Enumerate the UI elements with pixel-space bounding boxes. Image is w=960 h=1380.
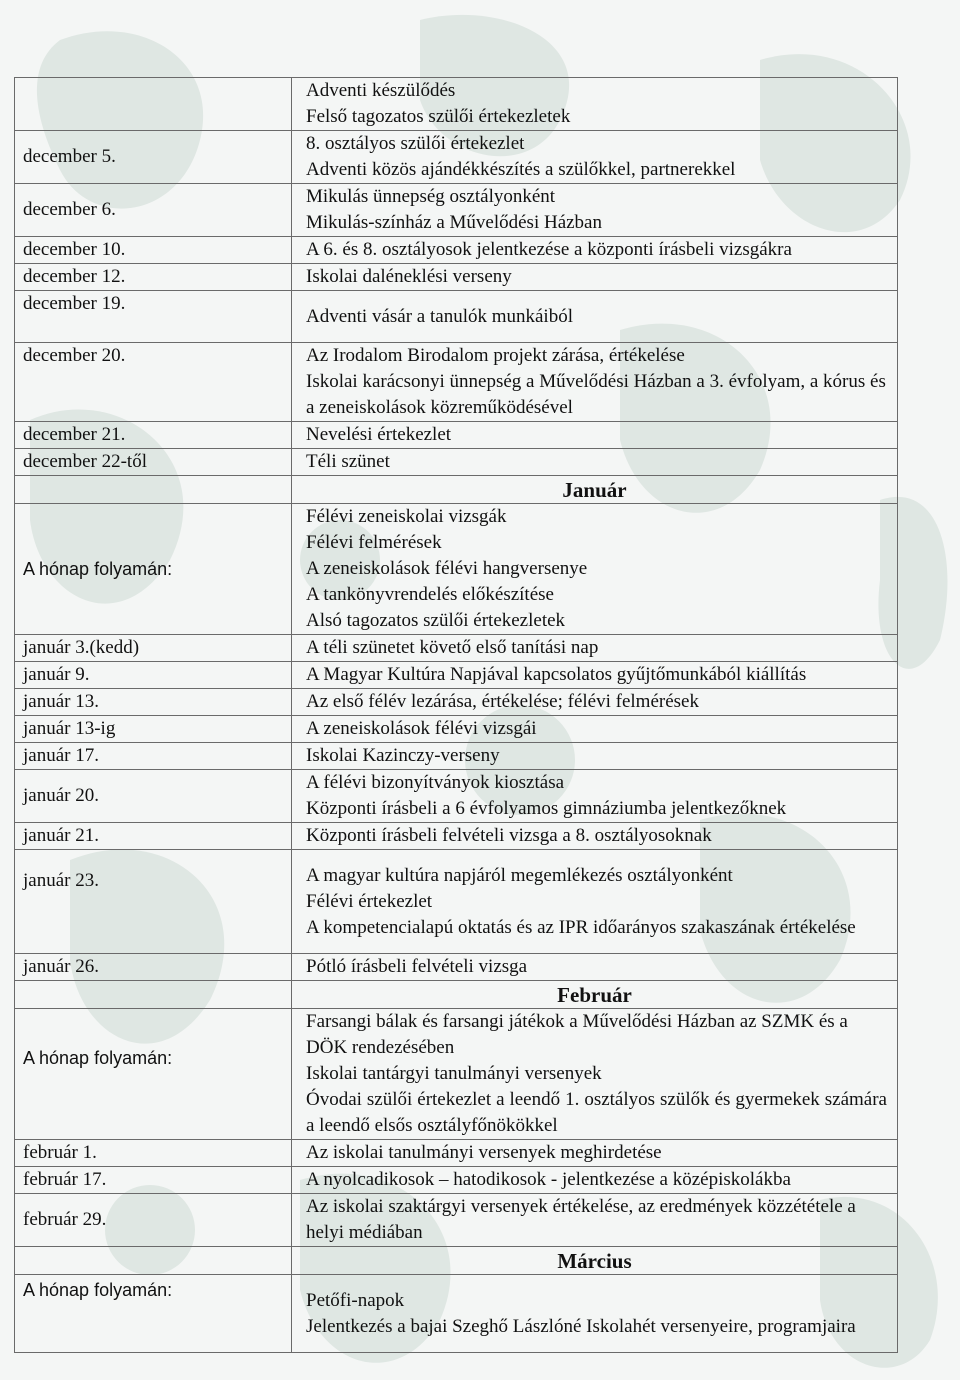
month-heading-row [15, 1247, 898, 1275]
date-cell: január 17. [15, 743, 292, 770]
table-row [15, 264, 898, 291]
event-cell [292, 237, 898, 264]
date-cell: február 1. [15, 1140, 292, 1167]
date-cell: december 20. [15, 343, 292, 422]
event-line: Farsangi bálak és farsangi játékok a Művelődési Házban az SZMK és a DÖK rendezésében [306, 1011, 848, 1058]
month-heading-row [15, 476, 898, 504]
event-cell [292, 504, 898, 635]
event-line: Iskolai Kazinczy-verseny [306, 745, 500, 766]
januar-section [15, 476, 898, 981]
school-calendar-table [14, 77, 898, 1353]
date-cell [15, 78, 292, 131]
date-cell: január 26. [15, 954, 292, 981]
event-line: 8. osztályos szülői értekezlet [306, 133, 525, 154]
table-row [15, 1167, 898, 1194]
table-row [15, 662, 898, 689]
table-row [15, 422, 898, 449]
date-cell: december 12. [15, 264, 292, 291]
event-cell [292, 291, 898, 343]
event-cell [292, 770, 898, 823]
december-section [15, 78, 898, 476]
date-cell: január 13-ig [15, 716, 292, 743]
event-cell [292, 131, 898, 184]
heading-spacer-cell [15, 476, 292, 504]
month-heading-row [15, 981, 898, 1009]
event-cell [292, 78, 898, 131]
event-line: Az iskolai szaktárgyi versenyek értékelése, az eredmények közzététele a helyi médiában [306, 1196, 856, 1243]
month-heading-marcius: Március [292, 1247, 898, 1275]
table-row [15, 850, 898, 954]
table-row [15, 954, 898, 981]
event-line: Félévi felmérések [306, 532, 442, 553]
event-cell [292, 662, 898, 689]
heading-spacer-cell [15, 981, 292, 1009]
event-line: Petőfi-napok [306, 1289, 405, 1311]
event-line: Az Irodalom Birodalom projekt zárása, értékelése [306, 345, 685, 366]
table-row [15, 184, 898, 237]
event-cell [292, 1009, 898, 1140]
event-line: Alsó tagozatos szülői értekezletek [306, 610, 566, 631]
event-line: Nevelési értekezlet [306, 424, 452, 445]
event-cell [292, 743, 898, 770]
event-line: Iskolai karácsonyi ünnepség a Művelődési Házban a 3. évfolyam, a kórus és a zeneiskolások közreműködésével [306, 371, 886, 418]
event-line: Adventi készülődés [306, 80, 456, 101]
table-row [15, 635, 898, 662]
event-cell [292, 343, 898, 422]
event-cell [292, 1167, 898, 1194]
event-line: A Magyar Kultúra Napjával kapcsolatos gyűjtőmunkából kiállítás [306, 664, 807, 685]
event-line: A zeneiskolások félévi vizsgái [306, 718, 537, 739]
date-cell: A hónap folyamán: [15, 504, 292, 635]
table-row [15, 743, 898, 770]
event-cell [292, 449, 898, 476]
event-line: A kompetencialapú oktatás és az IPR időarányos szakaszának értékelése [306, 916, 856, 938]
event-line: Iskolai daléneklési verseny [306, 266, 512, 287]
event-line: Jelentkezés a bajai Szeghő Lászlóné Iskolahét versenyeire, programjaira [306, 1315, 856, 1337]
event-line: Óvodai szülői értekezlet a leendő 1. osztályos szülők és gyermekek számára a leendő elsős osztályfőnökökkel [306, 1089, 887, 1136]
date-cell: december 5. [15, 131, 292, 184]
table-row [15, 689, 898, 716]
event-cell [292, 850, 898, 954]
date-cell: december 19. [15, 291, 292, 343]
heading-spacer-cell [15, 1247, 292, 1275]
table-row [15, 716, 898, 743]
event-line: Az iskolai tanulmányi versenyek meghirdetése [306, 1142, 662, 1163]
event-cell [292, 1140, 898, 1167]
event-line: A zeneiskolások félévi hangversenye [306, 558, 588, 579]
event-line: Felső tagozatos szülői értekezletek [306, 106, 571, 127]
event-line: Az első félév lezárása, értékelése; félévi felmérések [306, 691, 699, 712]
date-cell: január 23. [15, 850, 292, 954]
event-line: Adventi vásár a tanulók munkáiból [306, 305, 573, 327]
date-cell: február 17. [15, 1167, 292, 1194]
event-line: A nyolcadikosok – hatodikosok - jelentkezése a középiskolákba [306, 1169, 791, 1190]
date-cell: január 9. [15, 662, 292, 689]
table-row [15, 78, 898, 131]
event-line: Félévi értekezlet [306, 890, 433, 912]
date-cell: január 3.(kedd) [15, 635, 292, 662]
event-line: A tankönyvrendelés előkészítése [306, 584, 554, 605]
event-cell [292, 422, 898, 449]
event-cell [292, 823, 898, 850]
event-line: Pótló írásbeli felvételi vizsga [306, 956, 528, 977]
table-row [15, 1009, 898, 1140]
event-line: Központi írásbeli felvételi vizsga a 8. osztályosoknak [306, 825, 712, 846]
table-row [15, 770, 898, 823]
month-heading-januar: Január [292, 476, 898, 504]
table-row [15, 131, 898, 184]
event-line: A 6. és 8. osztályosok jelentkezése a központi írásbeli vizsgákra [306, 239, 792, 260]
event-line: Iskolai tantárgyi tanulmányi versenyek [306, 1063, 602, 1084]
event-cell [292, 1194, 898, 1247]
date-cell: január 13. [15, 689, 292, 716]
event-cell [292, 635, 898, 662]
event-line: A magyar kultúra napjáról megemlékezés osztályonként [306, 864, 733, 886]
table-row [15, 1275, 898, 1353]
date-cell: december 10. [15, 237, 292, 264]
event-cell [292, 1275, 898, 1353]
februar-section [15, 981, 898, 1247]
date-cell: december 6. [15, 184, 292, 237]
event-cell [292, 264, 898, 291]
date-cell: február 29. [15, 1194, 292, 1247]
date-cell: A hónap folyamán: [15, 1009, 292, 1140]
table-row [15, 504, 898, 635]
table-row [15, 823, 898, 850]
event-line: A félévi bizonyítványok kiosztása [306, 772, 565, 793]
event-line: Központi írásbeli a 6 évfolyamos gimnáziumba jelentkezőknek [306, 798, 787, 819]
date-cell: december 22-től [15, 449, 292, 476]
event-cell [292, 954, 898, 981]
date-cell: január 21. [15, 823, 292, 850]
table-row [15, 343, 898, 422]
event-cell [292, 184, 898, 237]
date-cell: A hónap folyamán: [15, 1275, 292, 1353]
event-line: Mikulás-színház a Művelődési Házban [306, 212, 602, 233]
event-line: Félévi zeneiskolai vizsgák [306, 506, 507, 527]
marcius-section [15, 1247, 898, 1353]
event-cell [292, 716, 898, 743]
event-line: A téli szünetet követő első tanítási nap [306, 637, 599, 658]
table-row [15, 291, 898, 343]
event-line: Mikulás ünnepség osztályonként [306, 186, 556, 207]
table-row [15, 237, 898, 264]
date-cell: december 21. [15, 422, 292, 449]
event-line: Téli szünet [306, 451, 390, 472]
month-heading-februar: Február [292, 981, 898, 1009]
date-cell: január 20. [15, 770, 292, 823]
table-row [15, 1194, 898, 1247]
event-line: Adventi közös ajándékkészítés a szülőkkel, partnerekkel [306, 159, 736, 180]
table-row [15, 449, 898, 476]
event-cell [292, 689, 898, 716]
table-row [15, 1140, 898, 1167]
